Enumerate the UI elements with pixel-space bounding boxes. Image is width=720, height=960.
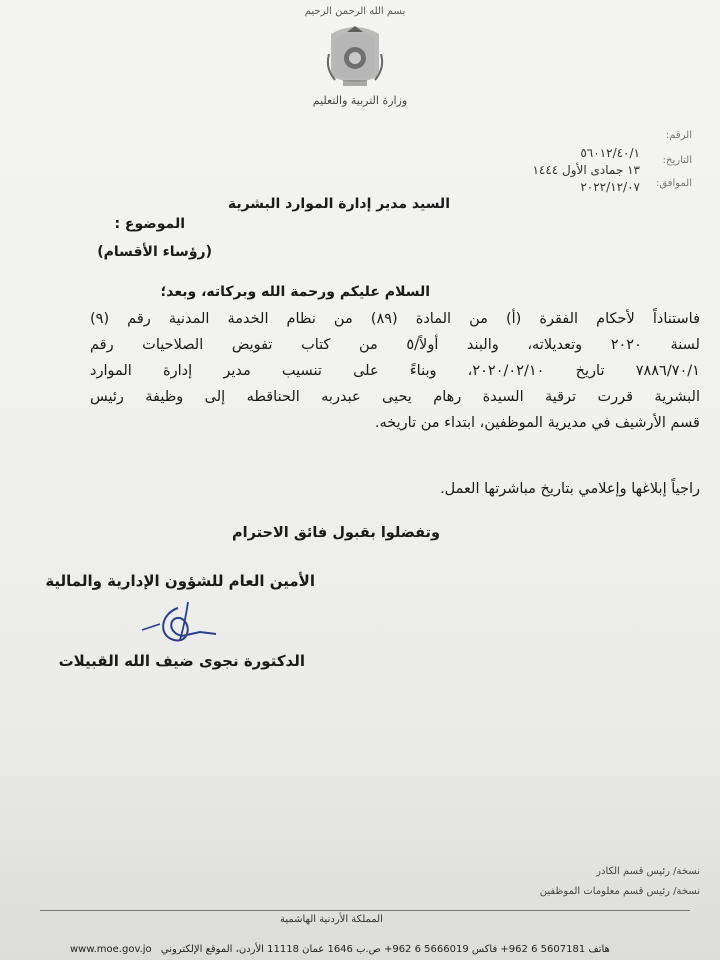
request-line: راجياً إبلاغها وإعلامي بتاريخ مباشرتها العمل.: [440, 481, 700, 497]
body-line: ٧٨٨٦/٧٠/١ تاريخ ٢٠٢٠/٠٢/١٠، وبناءً على تنسيب مدير إدارة الموارد: [90, 363, 700, 379]
ref-date-label: التاريخ:: [662, 155, 692, 166]
signatory-title: الأمين العام للشؤون الإدارية والمالية: [45, 572, 315, 590]
letter-body: [90, 306, 700, 436]
body-line: البشرية قررت ترقية السيدة رهام يحيى عبدربه الحناقطه إلى وظيفة رئيس: [90, 389, 700, 405]
greeting: السلام عليكم ورحمة الله وبركاته، وبعد؛: [160, 284, 430, 300]
ref-equiv-label: الموافق:: [655, 178, 692, 189]
addressee: السيد مدير إدارة الموارد البشرية: [227, 196, 450, 212]
ref-number-label: الرقم:: [665, 130, 692, 141]
handwritten-signature-icon: [130, 596, 220, 656]
basmala: بسم الله الرحمن الرحيم: [304, 6, 406, 17]
footer-divider: [40, 910, 690, 911]
closing: وتفضلوا بقبول فائق الاحترام: [232, 525, 440, 541]
copy-line: نسخة/ رئيس قسم معلومات الموظفين: [539, 886, 700, 897]
ref-date-hijri: ١٣ جمادى الأول ١٤٤٤: [532, 163, 640, 177]
footer-website: www.moe.gov.jo: [70, 944, 152, 955]
body-line: فاستناداً لأحكام الفقرة (أ) من المادة (٨٩) من نظام الخدمة المدنية رقم (٩): [90, 311, 700, 327]
footer-country: المملكة الأردنية الهاشمية: [280, 914, 383, 925]
subject-label: الموضوع :: [114, 216, 185, 232]
body-line: قسم الأرشيف في مديرية الموظفين، ابتداء من تاريخه.: [374, 415, 700, 431]
signatory-name: الدكتورة نجوى ضيف الله القبيلات: [58, 652, 305, 670]
footer-contact-details: هاتف 5607181 6 962+ فاكس 5666019 6 962+ ص.ب 1646 عمان 11118 الأردن، الموقع الإلكتروني: [160, 944, 610, 955]
subject-value: (رؤساء الأقسام): [97, 244, 212, 260]
ref-date-gregorian: ٢٠٢٢/١٢/٠٧: [580, 180, 640, 194]
copy-line: نسخة/ رئيس قسم الكادر: [596, 866, 700, 877]
ministry-name: وزارة التربية والتعليم: [312, 94, 408, 107]
body-line: لسنة ٢٠٢٠ وتعديلاته، والبند أولاً/٥ من كتاب تفويض الصلاحيات رقم: [90, 337, 700, 353]
jordan-coat-of-arms-icon: [325, 24, 385, 92]
ref-number: ٥٦٠١٢/٤٠/١: [580, 146, 640, 160]
footer-contact: [70, 944, 610, 955]
